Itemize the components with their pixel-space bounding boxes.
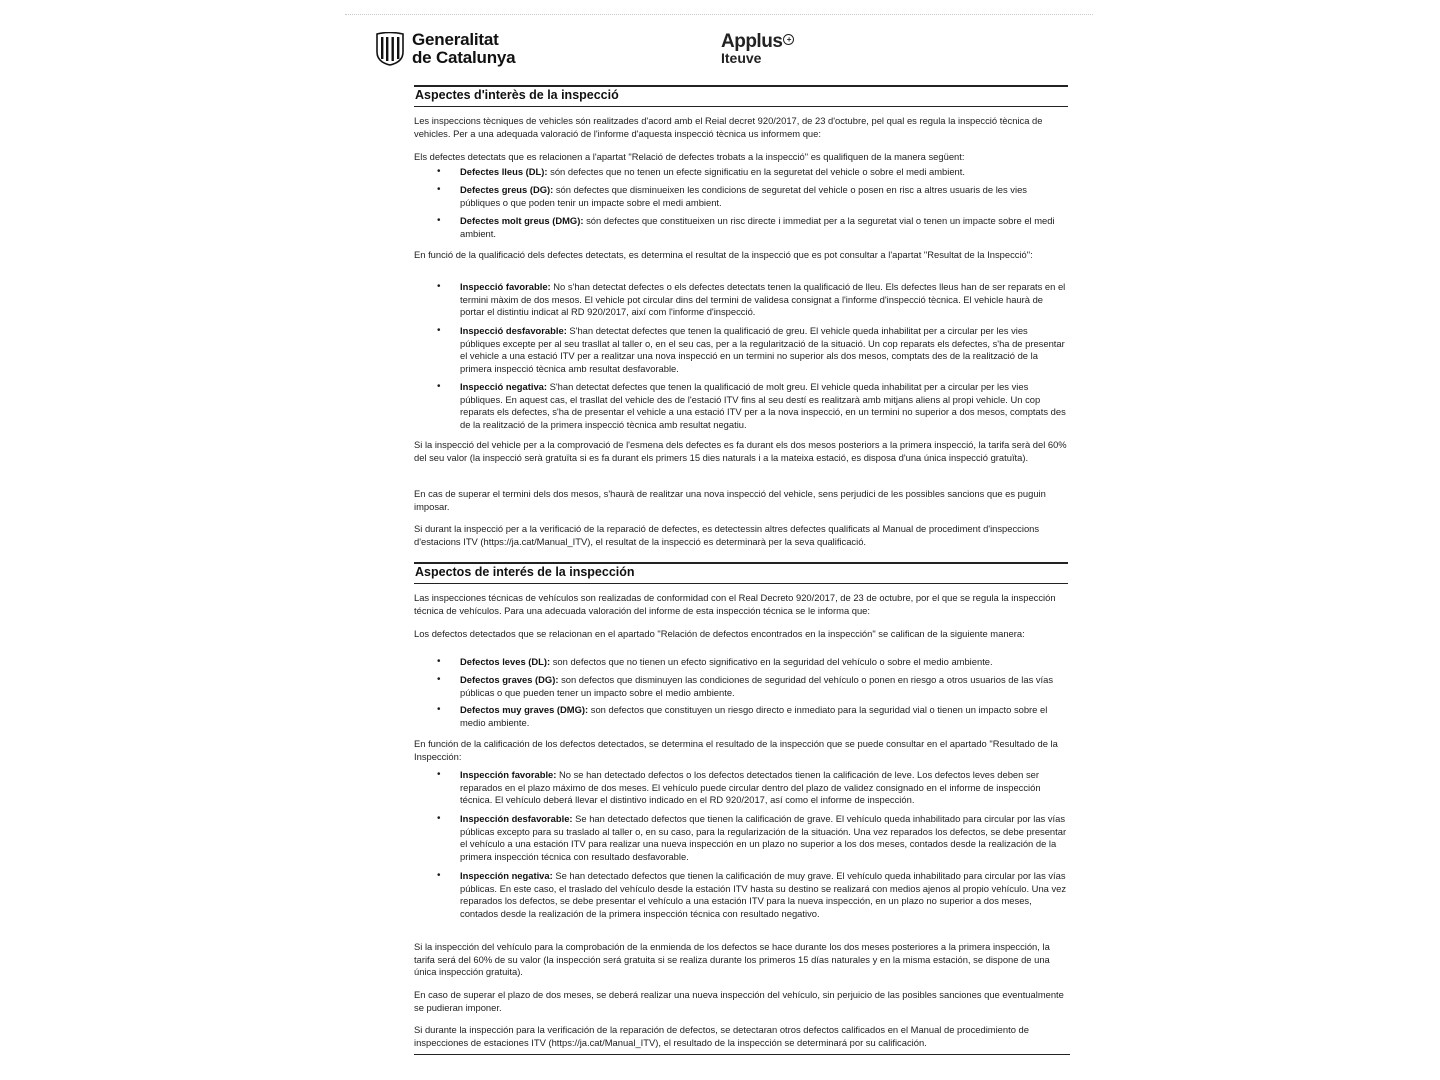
gencat-line-2: de Catalunya	[412, 48, 516, 67]
applus-plus-icon: +	[783, 34, 794, 45]
bullet-icon: •	[437, 674, 441, 685]
bullet-icon: •	[437, 870, 441, 881]
intro-paragraph: Les inspeccions tècniques de vehicles són realitzades d'acord amb el Reial decret 920/2017, de 23 d'octubre, pel qual es regula la inspecció tècnica de vehicles. Per a una adequada valoració de l'informe d'aquesta inspecció tècnica us informem que:	[414, 115, 1043, 139]
list-item: • Defectos leves (DL): son defectos que no tienen un efecto significativo en la seguridad del vehículo o sobre el medio ambiente.	[437, 656, 993, 667]
bullet-icon: •	[437, 704, 441, 715]
bullet-icon: •	[437, 769, 441, 780]
list-item: • Inspección favorable: No se han detectado defectos o los defectos detectados tienen la calificación de leve. Los defectos leves deben ser reparados en el plazo máximo de dos meses. El vehículo puede circular dentro del plazo de validez consignado en el informe de inspección técnica. El vehículo deberá llevar el distintivo indicado en el RD 920/2017, así como el informe de inspección.	[437, 769, 1041, 806]
gencat-name	[412, 31, 515, 67]
section-catalan	[414, 85, 1068, 547]
bullet-icon: •	[437, 166, 441, 177]
tariff-paragraph: Si la inspección del vehículo para la comprobación de la enmienda de los defectos se hace durante los dos meses posteriores a la primera inspección, la tarifa será del 60% de su valor (la inspección será gratuita si se realiza durante los primeros 15 días naturales y en la misma estación, se dispone de una única inspección gratuita).	[414, 941, 1050, 978]
result-intro: En función de la calificación de los defectos detectados, se determina el resultado de la inspección que se puede consultar en el apartado "Resultado de la Inspección:	[414, 738, 1058, 762]
applus-name: Applus	[721, 31, 783, 52]
gencat-line-1: Generalitat	[412, 30, 499, 49]
bullet-icon: •	[437, 215, 441, 226]
intro-paragraph: Las inspecciones técnicas de vehículos son realizadas de conformidad con el Real Decreto 920/2017, de 23 de octubre, por el que se regula la inspección técnica de vehículos. Para una adecuada valoración del informe de esta inspección técnica se le informa que:	[414, 592, 1056, 616]
applus-subname: Iteuve	[721, 50, 762, 66]
result-intro: En funció de la qualificació dels defectes detectats, es determina el resultat de la inspecció que es pot consultar a l'apartat "Resultat de la Inspecció":	[414, 249, 1033, 260]
list-item: • Defectes greus (DG): són defectes que disminueixen les condicions de seguretat del vehicle o posen en risc a altres usuaris de les vies públiques o que poden tenir un impacte sobre el medi ambient.	[437, 184, 1027, 208]
list-item: • Defectes lleus (DL): són defectes que no tenen un efecte significatiu en la seguretat del vehicle o sobre el medi ambient.	[437, 166, 965, 177]
deadline-paragraph: En cas de superar el termini dels dos mesos, s'haurà de realitzar una nova inspecció del vehicle, sens perjudici de les possibles sancions que es puguin imposar.	[414, 488, 1046, 512]
section-title-bar	[414, 85, 1068, 107]
list-item: • Inspecció favorable: No s'han detectat defectes o els defectes detectats tenen la qualificació de lleu. Els defectes lleus han de ser reparats en el termini màxim de dos mesos. El vehicle pot circular dins del termini de validesa consignat a l'informe d'inspecció tècnica. El vehicle haurà de portar el distintiu indicat al RD 920/2017, així com l'informe d'inspecció.	[437, 281, 1066, 318]
section-spanish	[414, 562, 1068, 1048]
bottom-rule	[414, 1054, 1070, 1055]
manual-paragraph: Si durant la inspecció per a la verificació de la reparació de defectes, es detectessin altres defectes qualificats al Manual de procediment d'inspeccions d'estacions ITV (https://ja.cat/Manual_ITV), el resultat de la inspecció es determinarà per la seva qualificació.	[414, 523, 1040, 547]
list-item: • Defectos graves (DG): son defectos que disminuyen las condiciones de seguridad del vehículo o ponen en riesgo a otros usuarios de las vías públicas o que pueden tener un impacto sobre el medio ambiente.	[437, 674, 1054, 698]
section-title: Aspectos de interés de la inspección	[415, 565, 635, 579]
tariff-paragraph: Si la inspecció del vehicle per a la comprovació de l'esmena dels defectes es fa durant els dos mesos posteriors a la primera inspecció, la tarifa serà del 60% del seu valor (la inspecció serà gratuïta si es fa durant els primers 15 dies naturals i a la mateixa estació, es disposa d'una única inspecció gratuïta).	[414, 439, 1067, 463]
bullet-icon: •	[437, 381, 441, 392]
document-header	[376, 30, 1076, 78]
bullet-icon: •	[437, 813, 441, 824]
list-item: • Inspección negativa: Se han detectado defectos que tienen la calificación de muy grave. El vehículo queda inhabilitado para circular por las vías públicas. En este caso, el traslado del vehículo desde la estación ITV hasta su destino se realizará con medios ajenos al propio vehículo. Una vez reparados los defectos, se debe presentar el vehículo a una estación ITV para la nueva inspección, en un plazo no superior a dos meses, contados desde la realización de la primera inspección técnica con resultado negativo.	[437, 870, 1067, 920]
defects-intro: Els defectes detectats que es relacionen a l'apartat "Relació de defectes trobats a la inspecció" es qualifiquen de la manera següent:	[414, 151, 965, 162]
deadline-paragraph: En caso de superar el plazo de dos meses, se deberá realizar una nueva inspección del vehículo, sin perjuicio de las posibles sanciones que eventualmente se pudieran imponer.	[414, 989, 1064, 1013]
list-item: • Defectes molt greus (DMG): són defectes que constitueixen un risc directe i immediat per a la seguretat vial o tenen un impacte sobre el medi ambient.	[437, 215, 1055, 239]
bullet-icon: •	[437, 325, 441, 336]
scan-edge-line	[345, 14, 1093, 15]
bullet-icon: •	[437, 184, 441, 195]
section-title-bar	[414, 562, 1068, 584]
manual-paragraph: Si durante la inspección para la verificación de la reparación de defectos, se detectaran otros defectos calificados en el Manual de procedimiento de inspecciones de estaciones ITV (https://ja.cat/Manual_ITV), el resultado de la inspección se determinará por su calificación.	[414, 1024, 1029, 1048]
bullet-icon: •	[437, 656, 441, 667]
list-item: • Inspecció desfavorable: S'han detectat defectes que tenen la qualificació de greu. El vehicle queda inhabilitat per a circular per les vies públiques excepte per al seu trasllat al taller o, en el seu cas, per a la regularització de la situació. Un cop reparats els defectes, s'ha de presentar el vehicle a una estació ITV per a realitzar una nova inspecció en un termini no superior als dos mesos, comptats des de la realització de la primera inspecció tècnica amb resultat desfavorable.	[437, 325, 1065, 375]
list-item: • Inspección desfavorable: Se han detectado defectos que tienen la calificación de grave. El vehículo queda inhabilitado para circular por las vías públicas excepto para su traslado al taller o, en su caso, para la regularización de la situación. Una vez reparados los defectos, se debe presentar el vehículo a una estación ITV para realizar una nueva inspección en un plazo no superior a los dos meses, contados desde la realización de la primera inspección técnica con resultado desfavorable.	[437, 813, 1067, 863]
applus-logo	[721, 32, 794, 66]
section-title: Aspectes d'interès de la inspecció	[415, 88, 619, 102]
gencat-logo-icon	[376, 32, 404, 66]
list-item: • Defectos muy graves (DMG): son defectos que constituyen un riesgo directo e inmediato para la seguridad vial o tienen un impacto sobre el medio ambiente.	[437, 704, 1048, 728]
bullet-icon: •	[437, 281, 441, 292]
list-item: • Inspecció negativa: S'han detectat defectes que tenen la qualificació de molt greu. El vehicle queda inhabilitat per a circular per les vies públiques. En aquest cas, el trasllat del vehicle des de l'estació ITV fins al seu destí es realitzarà amb mitjans aliens al propi vehicle. Un cop reparats els defectes, s'ha de presentar el vehicle a una estació ITV per a la nova inspecció, en un termini no superior a dos mesos, comptats des de la realització de la primera inspecció tècnica amb resultat negatiu.	[437, 381, 1066, 431]
defects-intro: Los defectos detectados que se relacionan en el apartado "Relación de defectos encontrados en la inspección" se califican de la siguiente manera:	[414, 628, 1025, 639]
